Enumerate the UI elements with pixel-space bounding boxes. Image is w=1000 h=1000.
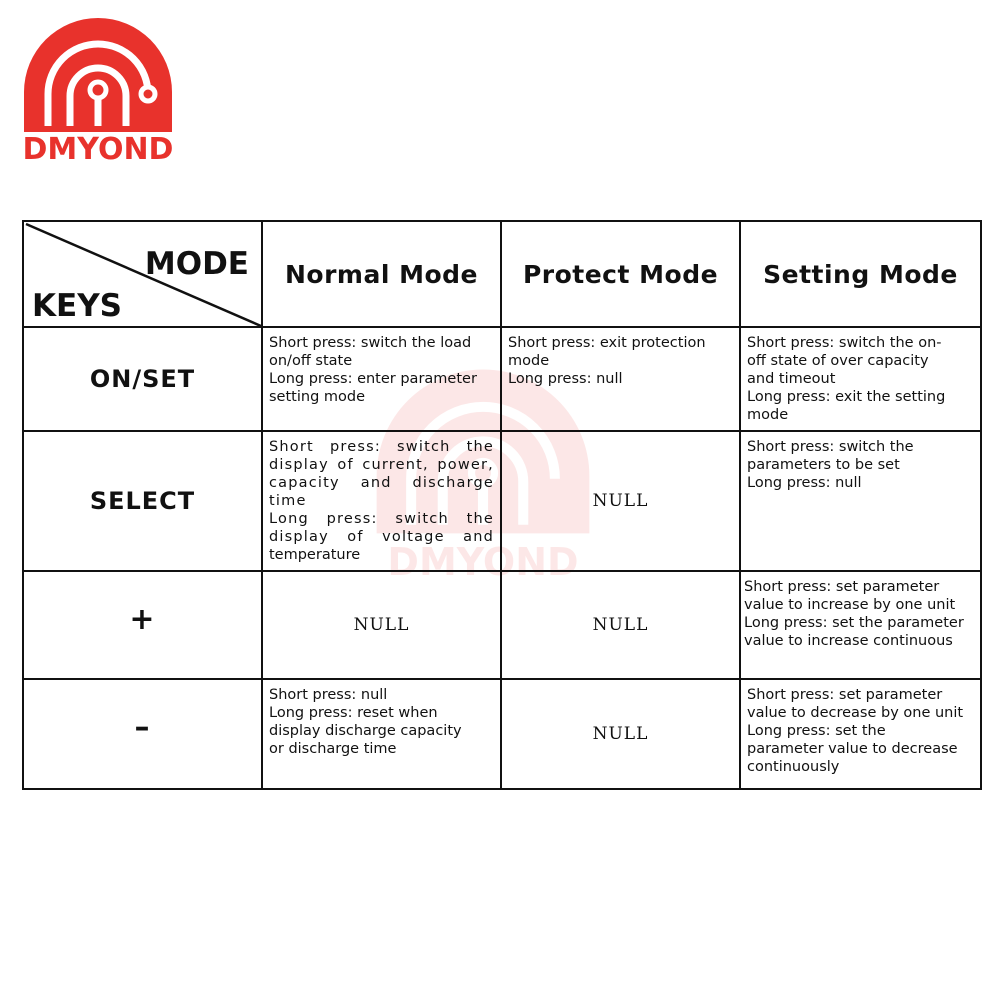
brand-logo [18,14,178,174]
cell-minus-normal [262,679,501,789]
desc-line: display of current, power, [269,457,494,473]
desc-line: Long press: set the [747,723,886,739]
desc-line: value to increase by one unit [744,597,956,613]
desc-line: mode [508,353,550,369]
corner-mode-label: MODE [144,246,249,282]
key-label-minus: – [23,679,262,789]
desc-line: value to decrease by one unit [747,705,964,721]
column-header-normal: Normal Mode [262,221,501,327]
column-header-protect: Protect Mode [501,221,740,327]
table-row [23,571,981,679]
key-label-on-set: ON/SET [23,327,262,431]
table-row [23,679,981,789]
desc-line: parameter value to decrease [747,741,958,757]
desc-line: Long press: reset when [269,705,438,721]
desc-line: Short press: set parameter [744,579,940,595]
key-label-plus: + [23,571,262,679]
desc-line: setting mode [269,389,365,405]
desc-line: off state of over capacity [747,353,929,369]
cell-plus-protect: NULL [501,571,740,679]
desc-line: display discharge capacity [269,723,462,739]
brand-name: DMYOND [22,132,174,167]
desc-line: Short press: switch the [747,439,914,455]
table-row [23,431,981,571]
key-label-select: SELECT [23,431,262,571]
logo-arch-icon [18,14,178,134]
desc-line: Short press: switch the [269,439,494,455]
desc-line: or discharge time [269,741,397,757]
desc-line: temperature [269,547,361,563]
desc-line: Long press: switch the [269,511,494,527]
desc-line: Long press: null [747,475,862,491]
desc-line: Long press: set the parameter [744,615,964,631]
corner-keys-label: KEYS [32,288,122,324]
desc-line: parameters to be set [747,457,900,473]
key-function-table [22,220,982,790]
watermark-text: DMYOND [387,540,579,584]
desc-line: and timeout [747,371,836,387]
desc-line: value to increase continuous [744,633,953,649]
cell-select-normal [262,431,501,571]
desc-line: continuously [747,759,840,775]
cell-select-setting [740,431,981,571]
table-row [23,327,981,431]
cell-minus-setting [740,679,981,789]
cell-plus-setting [740,571,981,679]
desc-line: Short press: set parameter [747,687,943,703]
desc-line: Long press: enter parameter [269,371,477,387]
cell-minus-protect: NULL [501,679,740,789]
cell-on-set-setting [740,327,981,431]
desc-line: on/off state [269,353,353,369]
column-header-setting: Setting Mode [740,221,981,327]
desc-line: mode [747,407,789,423]
cell-on-set-protect [501,327,740,431]
corner-header-cell [23,221,262,327]
cell-on-set-normal [262,327,501,431]
desc-line: Short press: exit protection [508,335,706,351]
desc-line: Short press: switch the load [269,335,472,351]
desc-line: Long press: exit the setting [747,389,946,405]
desc-line: Short press: switch the on- [747,335,942,351]
cell-select-protect: NULL [501,431,740,571]
desc-line: Short press: null [269,687,388,703]
desc-line: capacity and discharge time [269,475,494,509]
table-header-row [23,221,981,327]
desc-line: display of voltage and [269,529,494,545]
cell-plus-normal: NULL [262,571,501,679]
desc-line: Long press: null [508,371,623,387]
